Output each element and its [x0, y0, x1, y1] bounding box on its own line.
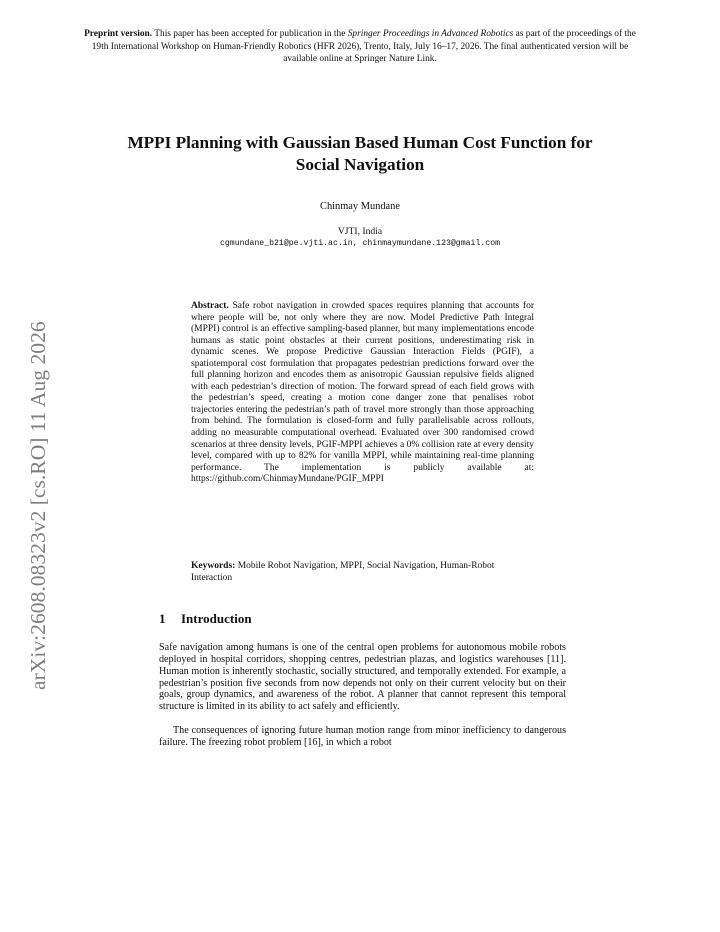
- preprint-venue: Springer Proceedings in Advanced Robotics: [347, 29, 514, 39]
- author-affiliation: VJTI, India: [337, 226, 383, 237]
- keywords-text: Mobile Robot Navigation, MPPI, Social Navigation, Human-Robot Interaction: [191, 561, 495, 583]
- abstract-text: Safe robot navigation in crowded spaces requires planning that accounts for where people will be, not only where they are now. Model Predictive Path Integral (MPPI) control is an effective sampling-based planner, but many implementations encode humans as static point obstacles at their current positions, underestimating risk in dynamic scenes. We propose Predictive Gaussian Interaction Fields (PGIF), a spatiotemporal cost formulation that propagates pedestrian predictions forward over the full planning horizon and encodes them as anisotropic Gaussian repulsive fields aligned with each pedestrian’s direction of motion. The forward spread of each field grows with the pedestrian’s speed, creating a motion cone danger zone that penalises robot trajectories entering the pedestrian’s path of travel more strongly than those approaching from behind. The formulation is closed-form and fully parallelisable across rollouts, adding no measurable computational overhead. Evaluated over 300 randomised crowd scenarios at three density levels, PGIF-MPPI achieves a 0% collision rate at every density level, compared with up to 82% for vanilla MPPI, while maintaining real-time planning performance. The implementation is publicly available at: https://github.com/ChinmayMundane/PGIF_MPPI: [191, 301, 534, 485]
- preprint-text-1: This paper has been accepted for publication in the: [152, 29, 348, 39]
- section-title: Introduction: [181, 611, 252, 626]
- abstract-label: Abstract.: [191, 301, 229, 311]
- keywords: [191, 561, 534, 585]
- preprint-notice: [80, 28, 640, 66]
- preprint-label: Preprint version.: [84, 29, 153, 39]
- keywords-label: Keywords:: [191, 561, 236, 571]
- section-number: 1: [159, 611, 166, 626]
- paper-title: MPPI Planning with Gaussian Based Human Cost Function for Social Navigation: [127, 133, 593, 174]
- body-paragraph: The consequences of ignoring future human motion range from minor inefficiency to dangerous failure. The freezing robot problem [16], in which a robot: [159, 725, 566, 748]
- preprint-text-2: as part of the proceedings of the 19th International Workshop on Human-Friendly Robotics (HFR 2026), Trento, Italy, July 16–17, 2026. The final authenticated version will be available online at Springer Nature Link.: [91, 29, 636, 65]
- body-paragraph: Safe navigation among humans is one of the central open problems for autonomous mobile robots deployed in hospital corridors, shopping centres, pedestrian plazas, and logistics warehouses [11]. Human motion is inherently stochastic, socially structured, and temporally extended. For example, a pedestrian’s position five seconds from now depends not only on their current velocity but on their goals, group dynamics, and awareness of the robot. A planner that cannot represent this temporal structure is limited in its ability to act safely and efficiently.: [159, 642, 566, 713]
- section-heading: [159, 611, 252, 627]
- arxiv-identifier: arXiv:2608.08323v2 [cs.RO] 11 Aug 2026: [26, 321, 50, 690]
- author-name: Chinmay Mundane: [320, 201, 400, 212]
- abstract: [191, 301, 534, 486]
- author-emails: cgmundane_b21@pe.vjti.ac.in, chinmaymundane.123@gmail.com: [219, 239, 501, 248]
